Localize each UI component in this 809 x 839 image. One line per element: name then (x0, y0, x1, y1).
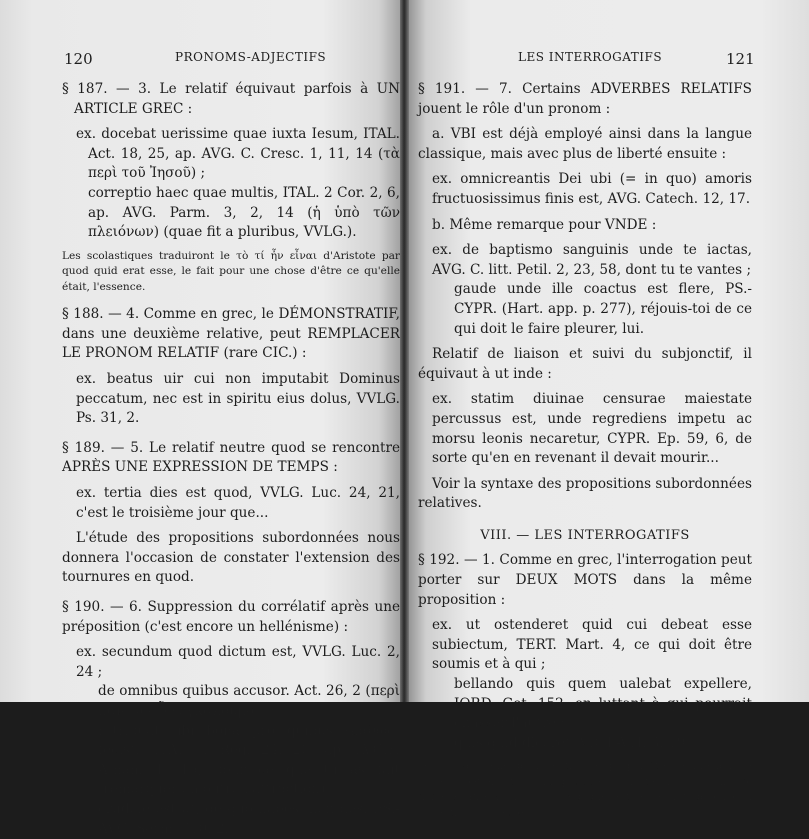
example: quis quid diceret, VICT.-VIT. 3, 19. (454, 734, 690, 751)
paragraph-192: § 192. — 1. Comme en grec, l'interrogation peut porter sur DEUX MOTS dans la même proposition : (418, 552, 752, 608)
paragraph-190: § 190. — 6. Suppression du corrélatif après une préposition (c'est encore un hellénisme) : (62, 598, 400, 635)
paragraph-191: § 191. — 7. Certains ADVERBES RELATIFS jouent le rôle d'un pronom : (418, 81, 752, 117)
example: gaude unde ille coactus est flere, PS.-CYPR. (Hart. app. p. 277), réjouis-toi de ce qui doit le faire pleurer, lui. (454, 281, 752, 337)
example: ex. beatus uir cui non imputabit Dominus peccatum, nec est in spiritu eius dolus, VVLG. Ps. 31, 2. (76, 371, 400, 427)
paragraph: L'étude des propositions subordonnées nous donnera l'occasion de constater l'extension des tournures en quod. (62, 530, 400, 586)
note: Les scolastiques traduiront le τὸ τί ἦν εἶναι d'Aristote par quod quid erat esse, le fait pour une chose d'être ce qu'elle était, l'essence. (62, 249, 400, 293)
example: de omnibus quibus accusor. Act. 26, 2 (περὶ πάντων ὧν ἐγκαλοῦμαι) ; (98, 683, 400, 719)
paragraph: Relatif de liaison et suivi du subjonctif, il équivaut à ut inde : (418, 346, 752, 382)
example: ex. tertia dies est quod, VVLG. Luc. 24, 21, c'est le troisième jour que... (76, 485, 400, 521)
example: correptio haec quae multis, ITAL. 2 Cor. 2, 6, ap. AVG. Parm. 3, 2, 14 (ἡ ὑπὸ τῶν πλειόνων) (quae fit a pluribus, VVLG.). (88, 184, 400, 241)
paragraph-187: § 187. — 3. Le relatif équivaut parfois à UN ARTICLE GREC : (62, 81, 400, 117)
example: ex. docebat uerissime quae iuxta Iesum, ITAL. Act. 18, 25, ap. AVG. C. Cresc. 1, 11, 14 (τὰ περὶ τοῦ Ἰησοῦ) ; (76, 126, 400, 182)
example: crudele est ut, de quo habes, non des, PS.-AVG. Serm. 310, 2. (98, 800, 400, 837)
paragraph: a. VBI est déjà employé ainsi dans la langue classique, mais avec plus de liberté ensuite : (418, 126, 752, 162)
page-number: 121 (726, 50, 755, 68)
right-text-column (418, 80, 752, 821)
example: bellando quis quem ualebat expellere, IORD. Get. 152, en luttant à qui pourrait chasser l'autre ; (454, 676, 752, 732)
section-title: VIII. — LES INTERROGATIFS (480, 527, 690, 543)
note: On trouve même deux relatifs, ce qui paraît être un exemple isolé : petierunt... unusquisque monasteria sua, qui ubi habebat, PEREG. 20, 7, ils regagnèrent leur ermitage, chacun où se trouvait le sien. (418, 760, 752, 819)
example: ex. secundum quod dictum est, VVLG. Luc. 2, 24 ; (76, 644, 400, 680)
left-text-column (62, 80, 400, 839)
paragraph: Voir la syntaxe des propositions subordonnées relatives. (418, 475, 752, 512)
left-page (0, 0, 403, 837)
page-number: 120 (64, 50, 93, 68)
book-gutter (400, 0, 409, 702)
running-head: PRONOMS-ADJECTIFS (175, 50, 327, 64)
example: ex. statim diuinae censurae maiestate percussus est, unde regrediens impetu ac morsu leonis necaretur, CYPR. Ep. 59, 6, de sorte qu'en en revenant il devait mourir... (432, 391, 752, 467)
right-page (406, 0, 809, 819)
paragraph: b. Même remarque pour VNDE : (432, 216, 657, 233)
running-head: LES INTERROGATIFS (518, 50, 663, 64)
paragraph-188: § 188. — 4. Comme en grec, le DÉMONSTRATIF, dans une deuxième relative, peut REMPLACER LE PRONOM RELATIF (rare CIC.) : (62, 306, 400, 362)
paragraph-189: § 189. — 5. Le relatif neutre quod se rencontre APRÈS UNE EXPRESSION DE TEMPS : (62, 439, 400, 476)
example: ex. omnicreantis Dei ubi (= in quo) amoris fructuosissimus finis est, AVG. Catech. 12, 17. (432, 171, 752, 207)
example: ex. ut ostenderet quid cui debeat esse subiectum, TERT. Mart. 4, ce qui doit être soumis et à qui ; (432, 617, 752, 673)
example: retribuat tibi bona pro quibus (καθὼς) fecisti, ITAL. 1 Reg. 24, 20, ap. LVCIF. Athan. 1, 15, pour ce que tu as fait (remarquer en outre l'attraction) ; (98, 722, 400, 798)
example: ex. de baptismo sanguinis unde te iactas, AVG. C. litt. Petil. 2, 23, 58, dont tu te vantes ; (432, 242, 752, 278)
